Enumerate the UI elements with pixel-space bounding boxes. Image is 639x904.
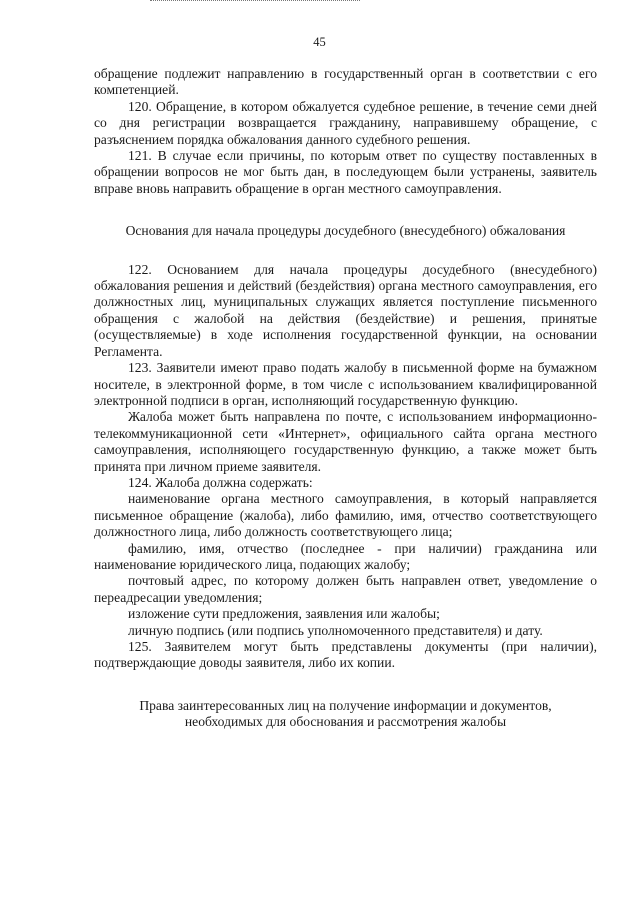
paragraph-125: 125. Заявителем могут быть представлены документы (при наличии), подтверждающие доводы заявителя, либо их копии. [94,639,597,671]
section-heading-appeal-grounds: Основания для начала процедуры досудебного (внесудебного) обжалования [125,223,566,239]
scan-artifact [150,0,360,4]
paragraph-121: 121. В случае если причины, по которым ответ по существу поставленных в обращении вопросов не мог быть дан, в последующем были устранены, заявитель вправе вновь направить обращение в орган местного самоуправления. [94,148,597,196]
paragraph-120: 120. Обращение, в котором обжалуется судебное решение, в течение семи дней со дня регистрации возвращается гражданину, направившему обращение, с разъяснением порядка обжалования данного судебного решения. [94,98,597,147]
paragraph-123: 123. Заявители имеют право подать жалобу в письменной форме на бумажном носителе, в электронной форме, в том числе с использованием квалифицированной электронной подписи в орган, исполняющий государственную функцию. [94,360,597,408]
paragraph-continuation: обращение подлежит направлению в государственный орган в соответствии с его компетенцией. [94,66,597,98]
list-item-signature-date: личную подпись (или подпись уполномоченного представителя) и дату. [128,622,543,638]
section-heading-rights-line-1: Права заинтересованных лиц на получение информации и документов, [139,697,552,713]
list-item-citizen-name: фамилию, имя, отчество (последнее - при наличии) гражданина или наименование юридического лица, подающих жалобу; [94,540,597,572]
section-heading-rights-line-2: необходимых для обоснования и рассмотрения жалобы [184,714,507,730]
list-item-authority-name: наименование органа местного самоуправления, в который направляется письменное обращение (жалоба), либо фамилию, имя, отчество соответствующего должностного лица, либо должность соответствующего лица; [94,491,597,540]
paragraph-122: 122. Основанием для начала процедуры досудебного (внесудебного) обжалования решения и действий (бездействия) органа местного самоуправления, его должностных лиц, муниципальных служащих является поступление письменного обращения с жалобой на действия (бездействие) и решения, принятые (осуществляемые) в ходе исполнения государственной функции, на основании Регламента. [94,261,597,359]
paragraph-complaint-channels: Жалоба может быть направлена по почте, с использованием информационно-телекоммуникационной сети «Интернет», официального сайта органа местного самоуправления, исполняющего государственную функцию, а также может быть принята при личном приеме заявителя. [94,409,597,474]
list-item-complaint-essence: изложение сути предложения, заявления или жалобы; [128,606,440,622]
page-number: 45 [313,35,326,49]
document-body [94,66,597,731]
paragraph-124: 124. Жалоба должна содержать: [128,474,313,490]
list-item-postal-address: почтовый адрес, по которому должен быть направлен ответ, уведомление о переадресации уведомления; [94,573,597,605]
